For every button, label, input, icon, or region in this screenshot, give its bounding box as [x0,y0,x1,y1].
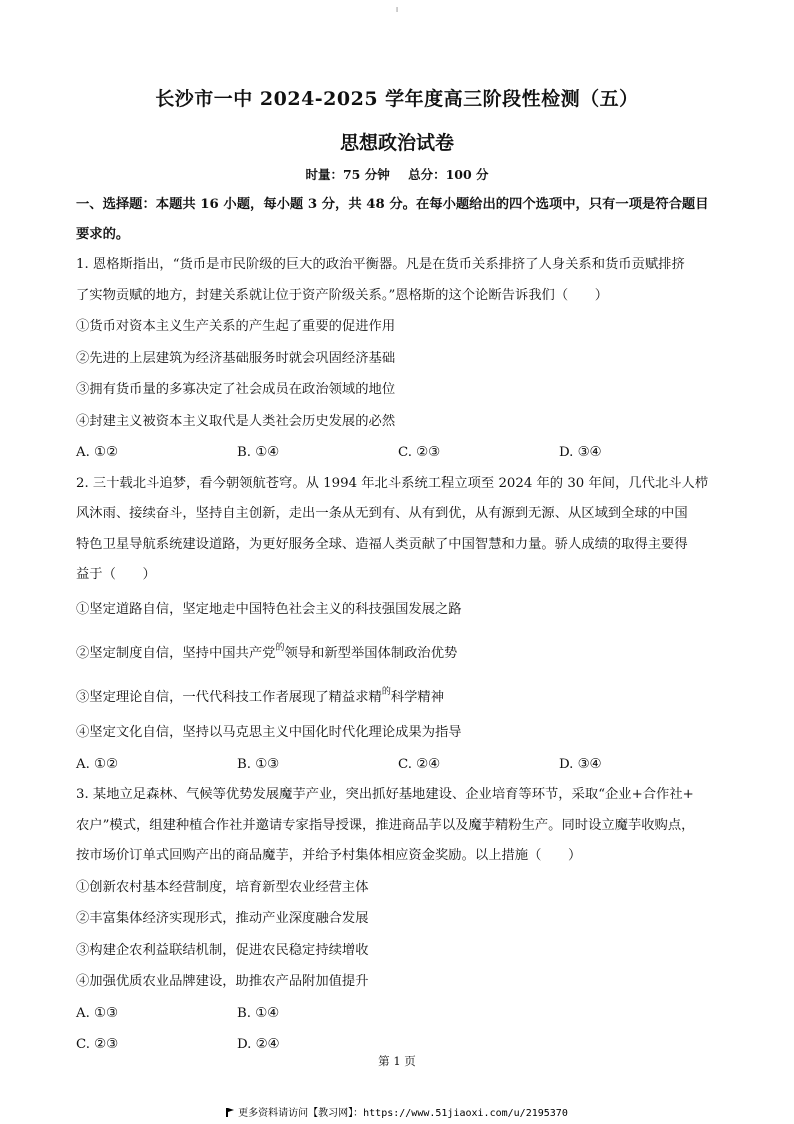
answer-options [76,998,720,1030]
statement-item: ②丰富集体经济实现形式，推动产业深度融合发展 [76,911,369,927]
resource-link-text[interactable]: 更多资料请访问【教习网】：https://www.51jiaoxi.com/u/2195370 [238,1108,568,1119]
page-number: 第 1 页 [378,1054,416,1068]
answer-options [76,749,720,781]
question-stem: 农户”模式，组建种植合作社并邀请专家指导授课，推进商品芋以及魔芋精粉生产。同时设立魔芋收购点， [76,817,695,833]
section-header-cont: 要求的。 [76,227,130,242]
question-2 [76,469,720,780]
flag-icon [226,1108,234,1117]
statement-text: ②坚定制度自信，坚持中国共产党 [76,646,276,662]
question-stem: 益于（ ） [76,567,156,583]
statement-item: ③构建企农利益联结机制，促进农民稳定持续增收 [76,942,369,958]
option-d[interactable]: D. ②④ [237,1037,280,1053]
statement-item: ④加强优质农业品牌建设，助推农产品附加值提升 [76,974,369,990]
statement-text: 领导和新型举国体制政治优势 [284,646,458,662]
statement-text: 科学精神 [390,690,445,706]
exam-score: 总分：100 分 [408,167,489,182]
statement-text: ③坚定理论自信，一代代科技工作者展现了精益求精 [76,690,382,706]
option-b[interactable]: B. ①④ [237,445,280,461]
question-1 [76,250,720,469]
option-c[interactable]: C. ②④ [398,756,440,772]
option-a[interactable]: A. ①② [76,445,118,461]
option-b[interactable]: B. ①④ [237,1005,280,1021]
option-d[interactable]: D. ③④ [559,756,602,772]
question-stem: 了实物贡赋的地方，封建关系就让位于资产阶级关系。”恩格斯的这个论断告诉我们（ ） [76,287,609,303]
option-a[interactable]: A. ①③ [76,1005,118,1021]
statement-item: ①货币对资本主义生产关系的产生起了重要的促进作用 [76,319,396,335]
statement-item [76,673,720,717]
question-stem: 特色卫星导航系统建设道路，为更好服务全球、造福人类贡献了中国智慧和力量。骄人成绩的取得主要得 [76,536,688,552]
resource-link-note[interactable] [0,1104,794,1119]
exam-content [76,190,720,1061]
option-c[interactable]: C. ②③ [76,1037,118,1053]
exam-time: 时量：75 分钟 [305,167,390,182]
page-subtitle: 思想政治试卷 [339,132,454,154]
option-c[interactable]: C. ②③ [398,445,440,461]
statement-item: ③拥有货币量的多寡决定了社会成员在政治领域的地位 [76,382,396,398]
question-stem: 按市场价订单式回购产出的商品魔芋，并给予村集体相应资金奖励。以上措施（ ） [76,848,582,864]
option-a[interactable]: A. ①② [76,756,118,772]
question-stem: 3. 某地立足森林、气候等优势发展魔芋产业，突出抓好基地建设、企业培育等环节，采取“企业+合作社+ [76,787,694,803]
statement-item: ④封建主义被资本主义取代是人类社会历史发展的必然 [76,413,396,429]
statement-item: ②先进的上层建筑为经济基础服务时就会巩固经济基础 [76,350,396,366]
statement-item: ④坚定文化自信，坚持以马克思主义中国化时代化理论成果为指导 [76,725,462,741]
superscript-char: 的 [381,687,391,698]
option-b[interactable]: B. ①③ [237,756,280,772]
statement-item: ①创新农村基本经营制度，培育新型农业经营主体 [76,879,369,895]
top-mark: I [396,6,399,14]
statement-item [76,629,720,673]
statement-item: ①坚定道路自信，坚定地走中国特色社会主义的科技强国发展之路 [76,602,462,618]
exam-meta [0,165,794,183]
question-3 [76,780,720,1061]
page-title: 长沙市一中 2024-2025 学年度高三阶段性检测（五） [155,88,639,110]
question-stem: 风沐雨、接续奋斗，坚持自主创新，走出一条从无到有、从有到优，从有源到无源、从区域到全球的中国 [76,506,688,522]
question-stem: 1. 恩格斯指出，“货币是市民阶级的巨大的政治平衡器。凡是在货币关系排挤了人身关系和货币贡赋排挤 [76,257,685,272]
section-header: 一、选择题：本题共 16 小题，每小题 3 分，共 48 分。在每小题给出的四个选项中，只有一项是符合题目 [76,197,709,212]
question-stem: 2. 三十载北斗追梦，看今朝领航苍穹。从 1994 年北斗系统工程立项至 2024 年的 30 年间，几代北斗人栉 [76,475,709,491]
superscript-char: 的 [275,643,285,654]
option-d[interactable]: D. ③④ [559,445,602,461]
answer-options [76,437,720,469]
